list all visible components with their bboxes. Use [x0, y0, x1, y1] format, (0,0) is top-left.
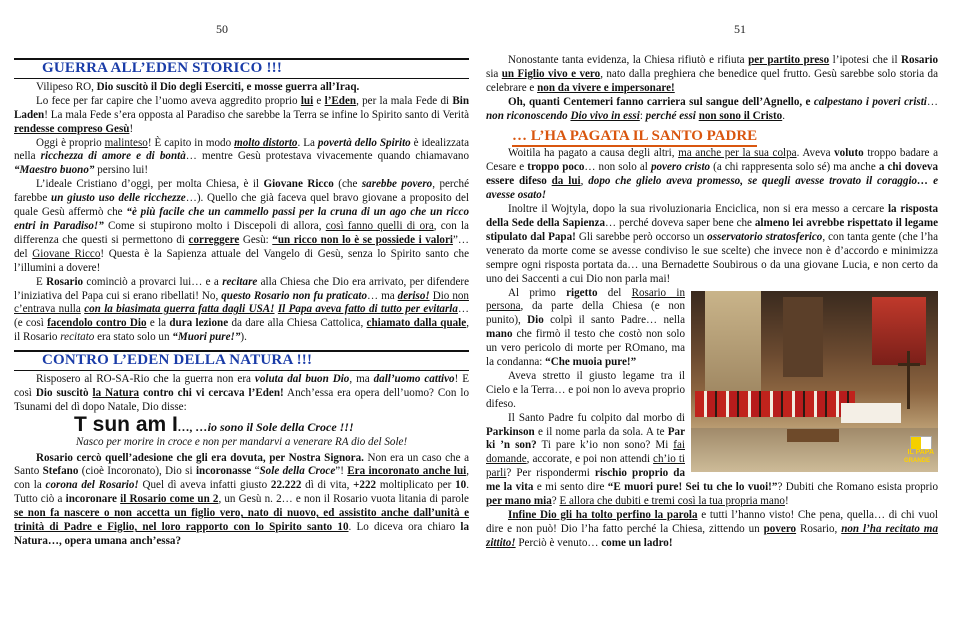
text-run: … perché doveva saper bene che	[605, 216, 755, 229]
section-heading-eden-storico: GUERRA ALL’EDEN STORICO !!!	[42, 60, 283, 76]
text-run: , nato dalla preghiera che benedice quel frutto. Gesù sarebbe solo storia da celebrare e	[486, 67, 938, 94]
photo-doorway	[783, 297, 823, 377]
text-run: Al primo	[508, 286, 567, 299]
text-run: sia	[486, 67, 502, 80]
text-run: povertà dello Spirito	[317, 136, 411, 149]
text-run: , perché farebbe	[14, 178, 470, 205]
text-run: il Rosario come un 2	[120, 493, 219, 506]
funeral-photo	[691, 291, 938, 472]
text-run: ! La mala Fede s’era opposta al Paradiso che sarebbe la Terra se infine lo Spirito santo di Verità	[44, 108, 469, 121]
heading-wrap-santo-padre	[486, 127, 938, 145]
text-run: Dio	[527, 314, 544, 327]
text-run: ricchezza di amore e di bontà	[40, 150, 186, 163]
photo-cardinals	[695, 391, 855, 417]
text-run: un Figlio vivo e vero	[501, 67, 601, 80]
text-run: Era incoronato anche lui	[347, 465, 467, 478]
text-run: Lo fece per far capire che l’uomo aveva aggredito proprio	[36, 94, 301, 107]
text-run: l’Eden	[324, 94, 357, 107]
page-number-right: 51	[734, 22, 746, 36]
text-run: fai domande	[486, 439, 685, 466]
text-run: era stato solo un	[94, 331, 173, 344]
text-run: , per la mala Fede di	[356, 94, 453, 107]
text-run: ch’io ti parli	[486, 453, 685, 480]
text-run: !	[129, 122, 134, 135]
text-run: e la	[146, 317, 170, 330]
text-run: a chi doveva essere difeso	[486, 161, 938, 188]
text-run: “Maestro buono”	[14, 164, 95, 177]
paragraph	[486, 54, 938, 96]
tsunami-dots: …,	[177, 419, 193, 434]
text-run: E	[36, 275, 47, 288]
text-run: non da vivere e impersonare!	[537, 81, 675, 94]
text-run: e	[313, 94, 325, 107]
text-run: alla Chiesa che Dio era arrivato, per difendere l’iniziativa del Papa cui si erano ribellati! No,	[14, 275, 469, 302]
text-run: l’ipotesi che il	[829, 54, 902, 66]
text-run: , con la	[14, 465, 470, 492]
paragraph	[486, 203, 938, 286]
text-run: Dio suscitò	[35, 386, 89, 399]
photo-column	[705, 291, 761, 401]
text-run: Il Papa aveva fatto di tutto per evitarla	[277, 303, 458, 316]
text-run: “Che muoia pure!”	[545, 356, 637, 369]
text-run: … ma	[367, 289, 398, 302]
text-run: rischio proprio da me la vita	[486, 467, 685, 494]
text-run: voluta dal buon Dio	[254, 373, 350, 386]
text-run: ma anche per la sua colpa	[678, 147, 797, 160]
text-run: Bin Laden	[14, 94, 469, 121]
text-run: ?	[551, 495, 560, 508]
text-run: Inoltre il Wojtyla, dopo la sua rivoluzionaria Enciclica, non si era messo a cercare	[508, 203, 888, 216]
text-run: Perciò è venuto…	[515, 536, 602, 549]
text-run: Ti pare k’io non sono? Mi	[536, 439, 674, 452]
text-run: Nonostante tanta evidenza, la Chiesa rifiutò e rifiuta	[508, 54, 749, 66]
text-run: da dare alla Chiesa Cattolica,	[228, 317, 367, 330]
text-run: voluto	[834, 147, 864, 160]
text-run: ,	[580, 175, 589, 188]
text-run: (cioè Incoronato), Dio si	[78, 465, 196, 478]
text-run: per mano mia	[486, 495, 552, 508]
text-run: cominciò a provarci lui… e a	[83, 275, 223, 288]
text-run: rendesse compreso Gesù	[14, 122, 130, 135]
photo-altar	[841, 403, 901, 423]
text-run: “un ricco non lo è se possiede i valori	[272, 233, 453, 246]
text-run: Stefano	[42, 465, 79, 478]
text-run: Gli sarebbe però occorso un	[575, 230, 708, 243]
text-run: questo Rosario non fu praticato	[221, 289, 367, 302]
cross-bar-icon	[898, 363, 920, 366]
text-run: da lui	[551, 175, 581, 188]
text-run: … mentre Gesù protestava vivacemente quando chiamavano	[185, 150, 469, 163]
text-run: Risposero al RO-SA-Rio che la guerra non era	[36, 373, 255, 386]
text-run: ”… del	[14, 233, 469, 260]
text-run: colpì il santo Padre… nella	[543, 314, 686, 327]
text-run: .	[782, 109, 785, 122]
text-run: contro chi vi cercava l’Eden!	[143, 386, 284, 399]
text-run: la Natura…, opera umana anch’essa?	[14, 521, 470, 547]
text-run: non riconoscendo	[486, 109, 568, 122]
text-run: Aveva stretto il giusto legame tra il Cielo e la Terra… e poi non lo aveva proprio difeso.	[486, 369, 685, 410]
text-run: moltiplicato per	[376, 479, 456, 492]
text-run: povero	[763, 522, 797, 535]
text-run: se non fa nascere o non accetta un figlio vero, nato di nuovo, ed assistito anche dall’unità e trinità di Padre e Figlio, nel loro rapporto con lo Spirito santo 10	[14, 507, 469, 534]
text-run: perché essi	[645, 109, 696, 122]
text-run: incoronare	[65, 493, 117, 506]
tsunami-tagline: …io sono il Sole della Croce !!!	[195, 419, 354, 434]
text-run: e tutti l’hanno visto! Che pena, quella… di chi vuol dire e non può! Dio l’ha fatto perché la Chiesa, zittendo un	[486, 509, 938, 535]
text-run: persino lui!	[94, 164, 149, 177]
text-run: non sono il Cristo	[698, 109, 783, 122]
text-run: Dio suscitò il Dio degli Eserciti, e mosse guerra all’Iraq.	[96, 80, 360, 93]
text-run: , con la differenza che questi si permettono di	[14, 219, 469, 246]
text-run: ).	[240, 331, 247, 344]
text-run: “E muori pure! Sei tu che lo vuoi!”	[607, 481, 778, 494]
text-run: del	[597, 286, 632, 299]
text-run: . La	[297, 136, 318, 149]
paragraph	[486, 509, 938, 551]
page-right	[476, 0, 953, 640]
tsunami-title: T sun am I	[74, 412, 178, 436]
text-run: dopo che glielo aveva promesso, se quegli avesse trovato il coraggio… e avesse osato!	[486, 175, 938, 202]
text-run: e il nome parla da sola. A te	[534, 425, 668, 438]
text-run: Quel dì aveva infatti giusto	[138, 479, 271, 492]
text-run: Dio non c’entrava nulla	[14, 289, 469, 316]
text-run: Rosario in persona	[486, 286, 685, 313]
text-run: , accorate, e poi non attendi	[526, 453, 654, 466]
text-run: , ma	[349, 373, 374, 386]
photo-coffin	[787, 429, 839, 442]
text-run: . Aveva	[796, 147, 835, 160]
text-run: Giovane Ricco	[32, 247, 101, 260]
text-run: come un ladro!	[601, 536, 673, 549]
text-run: dura lezione	[169, 317, 229, 330]
text-run: facendolo contro Dio	[47, 317, 147, 330]
text-run: . Tutto ciò a	[14, 479, 469, 506]
text-run: dall’uomo cattivo	[373, 373, 455, 386]
photo-caption-line2: GRANDE	[903, 457, 930, 464]
text-run: correggere	[188, 233, 240, 246]
text-run: un giusto uso delle ricchezze	[51, 192, 186, 205]
text-run: Vilipeso RO,	[36, 80, 97, 93]
text-run: mano	[486, 328, 513, 341]
text-run: corona del Rosario!	[45, 479, 139, 492]
text-run: così fanno quelli di ora	[325, 219, 434, 232]
text-run: è idealizzata nella	[14, 136, 469, 163]
photo-caption-line1: IL PAPA	[907, 448, 934, 456]
text-run: Infine Dio gli ha tolto perfino la parola	[508, 509, 698, 521]
text-run: . Lo diceva ora chiaro	[348, 521, 461, 534]
section-heading-eden-natura: CONTRO L’EDEN DELLA NATURA !!!	[42, 352, 313, 369]
text-run: Rosario cercò quell’adesione che gli era dovuta, per Nostra Signora.	[36, 451, 364, 464]
text-run: (che	[333, 178, 362, 191]
text-run: molto distorto	[234, 136, 298, 149]
paragraph	[14, 81, 469, 95]
text-run: ”!	[335, 465, 348, 478]
text-run: con la biasimata guerra fatta dagli USA!	[84, 303, 275, 316]
text-run: chiamato dalla quale	[366, 317, 467, 330]
text-run: Parkinson	[486, 425, 535, 438]
text-run: Oh, quanti Centemeri fanno carriera sul sangue dell’Agnello, e	[508, 95, 814, 108]
text-run: ! Questa è la Sapienza attuale del Vangelo di Gesù, senza lo Spirito santo che l’illumini a dovere!	[14, 247, 470, 274]
text-run: 22.222	[270, 479, 302, 492]
text-run: deriso!	[397, 289, 430, 302]
left-column	[14, 58, 469, 549]
text-run: E allora che dubiti e tremi così la tua propria mano	[559, 495, 785, 508]
text-run: L’ideale Cristiano d’oggi, per molta Chiesa, è il	[36, 178, 264, 191]
text-run: Dio vivo in essi	[570, 109, 640, 122]
text-run: recitato	[60, 331, 95, 344]
heading-box-eden-natura	[14, 350, 469, 371]
text-run: Par ki ’n son?	[486, 425, 685, 452]
text-run: lui	[300, 94, 314, 107]
text-run: “è più facile che un cammello passi per la cruna di un ago che un ricco entri in Paradiso!”	[14, 206, 469, 232]
text-run: +222	[353, 479, 377, 492]
text-run: recitare	[222, 275, 258, 288]
text-run: Anch’essa era opera dell’uomo? Con lo Tsunami del dì dopo Natale, Dio disse:	[14, 386, 470, 413]
text-run: …). Quello che già faceva quel bravo giovane a proposito del quale Gesù affermò che	[14, 192, 469, 219]
text-run: per partito preso	[748, 54, 830, 66]
text-run: !	[784, 495, 789, 508]
paragraph	[14, 95, 469, 137]
text-run: , il Rosario	[14, 317, 469, 344]
text-run: “	[251, 465, 260, 478]
text-run: Sole della Croce	[259, 465, 336, 478]
cross-icon	[907, 351, 910, 409]
right-column	[486, 54, 938, 551]
text-run: Rosario	[46, 275, 84, 288]
text-run: malinteso	[104, 136, 148, 149]
text-run: ? Dubiti che Romano esista proprio	[777, 481, 939, 494]
text-run: che firmò il testo che costò non solo un vero pericolo di morte per ROmano, ma la condanna:	[486, 328, 685, 369]
paragraph	[14, 178, 469, 275]
paragraph	[14, 276, 469, 346]
photo-tapestry	[872, 297, 926, 365]
text-run: , da parte della Chiesa (e non punito),	[486, 300, 685, 327]
text-run: , un Gesù n. 2… e non il Rosario vuota litania di parole	[218, 493, 469, 506]
text-run: Woitila ha pagato a causa degli altri,	[508, 147, 679, 160]
text-run: rigetto	[566, 286, 598, 299]
text-run: sarebbe povero	[361, 178, 433, 191]
text-run: 10	[455, 479, 467, 492]
text-run: …	[926, 95, 938, 108]
text-run: Oggi è proprio	[36, 136, 105, 149]
text-run: incoronasse	[195, 465, 252, 478]
text-run: la Natura	[92, 386, 140, 399]
section-heading-santo-padre: … L’HA PAGATA IL SANTO PADRE	[512, 128, 757, 147]
text-run: … non solo al	[584, 161, 651, 174]
text-run: almeno lei avrebbe rispettato il legame stipulato dal Papa!	[486, 216, 938, 243]
text-run: Il Santo Padre fu colpito dal morbo di	[508, 411, 685, 424]
text-run: :	[639, 109, 646, 122]
text-run: Giovane Ricco	[263, 178, 334, 191]
text-run: non l’ha recitato ma zittito!	[486, 522, 938, 549]
paragraph	[14, 452, 469, 549]
page-number-left: 50	[216, 22, 228, 36]
text-run: Rosario,	[796, 522, 842, 535]
text-run: Rosario	[901, 54, 938, 66]
text-run: dì di vita,	[301, 479, 354, 492]
text-run: povero cristo	[650, 161, 711, 174]
text-run: , con tanta gente (che l’ha venerato da morte come se avesse condiviso le sue scelte) che invece non è d’accordo e minimizza sempre ogni risposta portata da… una Bernadette Soubirous o da una giovane Lucia, e non certo da uno dei Saccenti a cui Dio non parla mai!	[486, 230, 939, 285]
text-run: la risposta della Sede della Sapienza	[486, 203, 938, 229]
text-run: ! È capito in modo	[147, 136, 235, 149]
text-run: ? Per rispondermi	[506, 467, 595, 480]
tsunami-line	[14, 412, 469, 436]
text-run: Come si stupirono molto i Discepoli di allora,	[103, 219, 326, 232]
text-run: e mi sento dire	[533, 481, 608, 494]
text-run: Gesù:	[239, 233, 273, 246]
text-run: osservatorio stratosferico	[707, 230, 823, 243]
text-run: troppo poco	[527, 161, 585, 174]
paragraph	[486, 147, 938, 203]
tsunami-subline: Nasco per morire in croce e non per mandarvi a venerare RA dio del Sole!	[75, 435, 408, 448]
text-run: calpestano i poveri cristi	[813, 95, 927, 108]
text-run: ! E così	[14, 373, 469, 399]
text-run: (a chi rappresenta solo sé) ma anche	[710, 161, 879, 174]
paragraph	[14, 137, 469, 179]
text-run: Non era un caso che a Santo	[14, 451, 469, 478]
paragraph	[14, 373, 469, 415]
page-left	[0, 0, 476, 640]
text-run: troppo badare a Cesare e	[486, 147, 939, 174]
text-run: “Muori pure!”	[172, 331, 241, 344]
paragraph	[486, 96, 938, 124]
heading-box-eden-storico	[14, 58, 469, 79]
text-run: … (e così	[14, 303, 470, 330]
